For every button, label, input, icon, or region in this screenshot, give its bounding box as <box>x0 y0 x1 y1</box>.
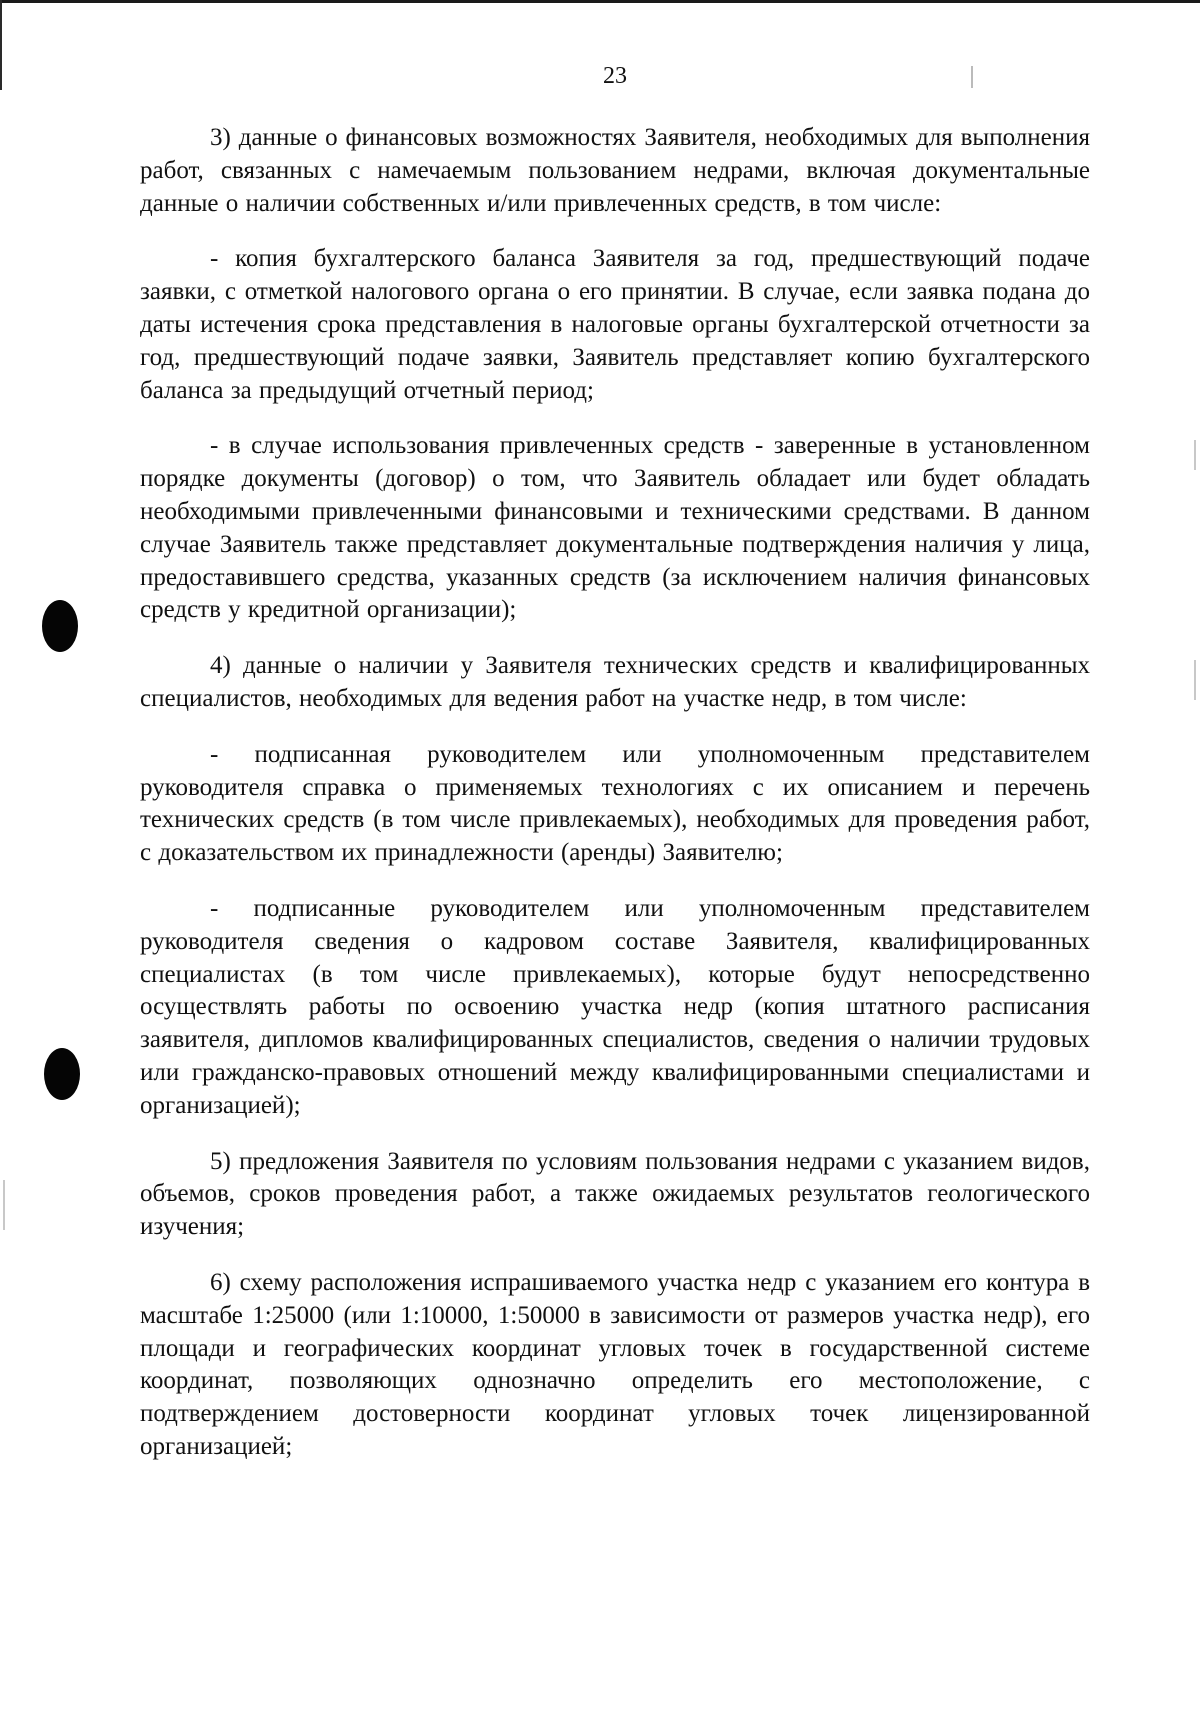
scan-top-edge <box>0 0 1200 3</box>
paragraph-balance-copy: - копия бухгалтерского баланса Заявителя за год, предшествующий подаче заявки, с отметкой налогового органа о его принятии. В случае, если заявка подана до даты истечения срока представления в налоговые органы бухгалтерской отчетности за год, предшествующий подаче заявки, Заявитель представляет копию бухгалтерского баланса за предыдущий отчетный период; <box>140 245 1090 404</box>
scan-edge-tick <box>1194 440 1196 470</box>
page-number: 23 <box>603 63 627 89</box>
paragraph-staff-information: - подписанные руководителем или уполномоченным представителем руководителя сведения о кадровом составе Заявителя, квалифицированных специалистах (в том числе привлекаемых), которые будут непосредственно осуществлять работы по освоению участка недр (копия штатного расписания заявителя, дипломов квалифицированных специалистов, сведения о наличии трудовых или гражданско-правовых отношений между квалифицированными специалистами и организацией); <box>140 894 1090 1119</box>
paragraph-technical-means: 4) данные о наличии у Заявителя технических средств и квалифицированных специалистов, необходимых для ведения работ на участке недр, в том числе: <box>140 652 1090 712</box>
paragraph-use-proposals: 5) предложения Заявителя по условиям пользования недрами с указанием видов, объемов, сроков проведения работ, а также ожидаемых результатов геологического изучения; <box>140 1147 1090 1241</box>
paragraph-site-scheme: 6) схему расположения испрашиваемого участка недр с указанием его контура в масштабе 1:25000 (или 1:10000, 1:50000 в зависимости от размеров участка недр), его площади и географических координат угловых точек в государственной системе координат, позволяющих однозначно определить его местоположение, с подтверждением достоверности координат угловых точек лицензированной организацией; <box>140 1268 1090 1460</box>
scan-edge-tick <box>3 1180 5 1230</box>
punch-hole <box>42 600 78 652</box>
paragraph-technology-certificate: - подписанная руководителем или уполномоченным представителем руководителя справка о применяемых технологиях с их описанием и перечень технических средств (в том числе привлекаемых), необходимых для проведения работ, с доказательством их принадлежности (аренды) Заявителю; <box>140 740 1090 867</box>
scan-edge-tick <box>1194 660 1196 700</box>
paragraph-attracted-funds: - в случае использования привлеченных средств - заверенные в установленном порядке документы (договор) о том, что Заявитель обладает или будет обладать необходимыми привлеченными финансовыми и техническими средствами. В данном случае Заявитель также представляет документальные подтверждения наличия у лица, предоставившего средства, указанных средств (за исключением наличия финансовых средств у кредитной организации); <box>140 432 1090 624</box>
punch-hole <box>44 1048 80 1100</box>
paragraph-financial-capacity: 3) данные о финансовых возможностях Заявителя, необходимых для выполнения работ, связанных с намечаемым пользованием недрами, включая документальные данные о наличии собственных и/или привлеченных средств, в том числе: <box>140 124 1090 217</box>
scan-mark <box>971 66 973 88</box>
document-body <box>140 122 1090 1487</box>
